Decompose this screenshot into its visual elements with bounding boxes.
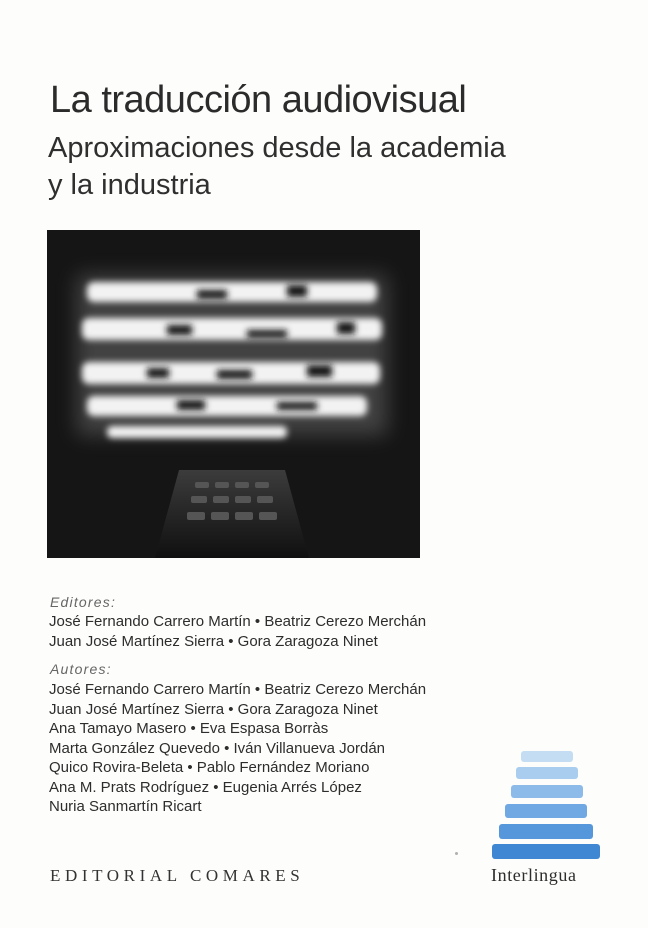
editors-line-1: José Fernando Carrero Martín • Beatriz Cerezo Merchán (49, 613, 427, 630)
editors-label: Editores: (50, 594, 117, 610)
authors-line-2: Juan José Martínez Sierra • Gora Zaragoza Ninet (49, 700, 378, 718)
authors-line-7: Nuria Sanmartín Ricart (49, 798, 202, 815)
authors-line-5: Quico Rovira-Beleta • Pablo Fernández Moriano (49, 759, 370, 776)
logo-bar-6 (492, 844, 600, 859)
logo-bar-3 (511, 785, 583, 798)
subtitle-line-1: Aproximaciones desde la academia (48, 132, 506, 164)
authors-line-4: Marta González Quevedo • Iván Villanueva Jordán (49, 739, 386, 757)
speck-mark (455, 852, 458, 855)
editors-line-2: Juan José Martínez Sierra • Gora Zaragoza Ninet (49, 632, 378, 650)
authors-line-6: Ana M. Prats Rodríguez • Eugenia Arrés López (49, 778, 362, 796)
publisher-name: EDITORIAL COMARES (50, 866, 305, 885)
authors-line-3: Ana Tamayo Masero • Eva Espasa Borràs (49, 720, 329, 737)
stacked-bars-pyramid-icon (488, 745, 608, 865)
cover-photo-tv-remote (47, 230, 420, 558)
series-name: Interlingua (491, 865, 577, 885)
book-title: La traducción audiovisual (50, 79, 467, 121)
logo-bar-4 (505, 804, 587, 818)
subtitle-line-2: y la industria (48, 169, 211, 201)
logo-bar-5 (499, 824, 593, 839)
authors-line-1: José Fernando Carrero Martín • Beatriz Cerezo Merchán (49, 681, 427, 698)
book-subtitle (48, 130, 506, 204)
authors-label: Autores: (50, 661, 112, 677)
authors-list (49, 680, 426, 817)
editors-list (49, 612, 426, 651)
logo-bar-2 (516, 767, 578, 779)
logo-bar-1 (521, 751, 573, 762)
